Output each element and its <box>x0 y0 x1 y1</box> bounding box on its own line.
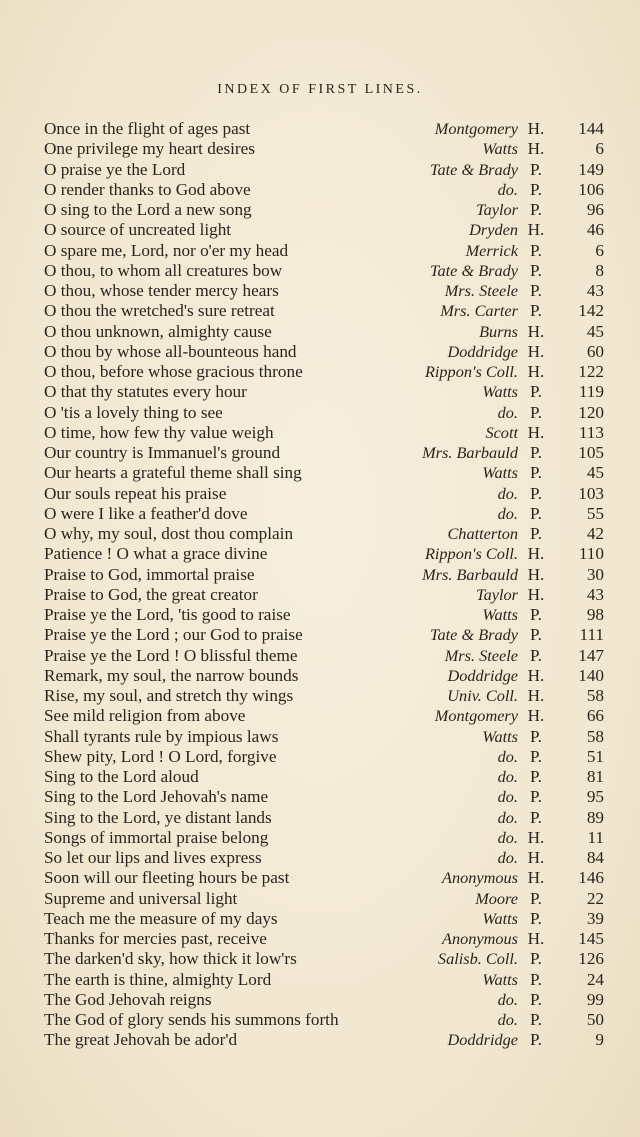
first-line: Sing to the Lord aloud <box>44 767 199 786</box>
page-number: 6 <box>595 240 604 260</box>
first-line: O spare me, Lord, nor o'er my head <box>44 240 289 260</box>
author-name: Montgomery <box>434 706 518 726</box>
first-line: Praise to God, the great creator <box>44 584 258 604</box>
page-title: INDEX OF FIRST LINES. <box>217 82 423 97</box>
index-list <box>44 119 604 1051</box>
page-number: 8 <box>595 260 604 280</box>
collection-type: P. <box>530 807 542 827</box>
author-name: do. <box>497 767 518 786</box>
index-entry <box>44 808 604 828</box>
index-entry <box>44 1030 604 1050</box>
index-entry <box>44 342 604 362</box>
page-number: 50 <box>586 1010 604 1029</box>
collection-type: P. <box>530 605 542 624</box>
author-name: Chatterton <box>447 524 518 543</box>
collection-type: H. <box>527 220 545 240</box>
first-line: O that thy statutes every hour <box>44 382 247 402</box>
first-line: Songs of immortal praise belong <box>44 827 269 847</box>
first-line: O thou, whose tender mercy hears <box>44 281 279 300</box>
index-entry <box>44 828 604 848</box>
author-name: do. <box>497 848 518 867</box>
collection-type: P. <box>530 200 542 219</box>
index-entry <box>44 119 604 139</box>
author-name: Mrs. Steele <box>444 645 518 665</box>
author-name: do. <box>497 827 518 847</box>
author-name: Watts <box>482 139 518 159</box>
first-line: Thanks for mercies past, receive <box>44 929 267 948</box>
collection-type: P. <box>530 645 542 665</box>
index-entry <box>44 585 604 605</box>
page-number: 30 <box>586 564 604 584</box>
first-line: O sing to the Lord a new song <box>44 200 252 219</box>
author-name: Watts <box>482 969 518 989</box>
author-name: Scott <box>485 422 518 442</box>
page-number: 24 <box>586 969 604 989</box>
index-entry <box>44 544 604 564</box>
page-number: 58 <box>586 686 604 705</box>
collection-type: H. <box>527 868 545 888</box>
collection-type: H. <box>527 848 545 867</box>
collection-type: P. <box>530 767 542 786</box>
index-entry <box>44 990 604 1010</box>
page-number: 43 <box>586 584 604 604</box>
author-name: Mrs. Steele <box>444 281 518 300</box>
page-number: 145 <box>578 929 604 948</box>
author-name: Doddridge <box>447 1030 518 1050</box>
author-name: Rippon's Coll. <box>424 544 518 564</box>
collection-type: H. <box>527 321 545 341</box>
index-entry <box>44 1010 604 1030</box>
page-number: 113 <box>578 422 604 442</box>
first-line: O thou by whose all-bounteous hand <box>44 341 297 361</box>
author-name: Dryden <box>469 220 518 240</box>
author-name: Montgomery <box>434 119 518 138</box>
first-line: So let our lips and lives express <box>44 848 262 867</box>
page-number: 42 <box>586 524 604 543</box>
author-name: do. <box>497 746 518 766</box>
first-line: O praise ye the Lord <box>44 159 186 179</box>
author-name: Watts <box>482 605 518 624</box>
page-number: 51 <box>586 746 604 766</box>
collection-type: P. <box>530 179 542 199</box>
index-entry <box>44 747 604 767</box>
index-entry <box>44 180 604 200</box>
first-line: Praise ye the Lord ; our God to praise <box>44 625 303 645</box>
page-number: 45 <box>586 321 604 341</box>
index-entry <box>44 929 604 949</box>
first-line: O render thanks to God above <box>44 179 251 199</box>
collection-type: H. <box>527 422 545 442</box>
first-line: Praise ye the Lord, 'tis good to raise <box>44 605 291 624</box>
page-number: 55 <box>586 503 604 523</box>
index-entry <box>44 625 604 645</box>
first-line: Our hearts a grateful theme shall sing <box>44 463 302 483</box>
index-entry <box>44 443 604 463</box>
author-name: Doddridge <box>447 665 518 685</box>
collection-type: H. <box>527 362 545 381</box>
page-number: 126 <box>578 949 604 969</box>
first-line: The darken'd sky, how thick it low'rs <box>44 949 297 969</box>
first-line: Praise to God, immortal praise <box>44 564 255 584</box>
page-number: 147 <box>578 645 604 665</box>
collection-type: H. <box>527 929 545 948</box>
first-line: Once in the flight of ages past <box>44 119 251 138</box>
first-line: O thou the wretched's sure retreat <box>44 301 275 321</box>
page-number: 89 <box>586 807 604 827</box>
collection-type: P. <box>530 382 542 402</box>
collection-type: H. <box>527 584 545 604</box>
collection-type: P. <box>530 260 542 280</box>
author-name: Salisb. Coll. <box>437 949 518 969</box>
collection-type: H. <box>527 119 545 138</box>
index-entry <box>44 200 604 220</box>
author-name: Anonymous <box>442 929 518 948</box>
first-line: The God Jehovah reigns <box>44 989 212 1009</box>
collection-type: P. <box>530 463 542 483</box>
index-entry <box>44 889 604 909</box>
first-line: Sing to the Lord, ye distant lands <box>44 807 272 827</box>
collection-type: P. <box>530 240 542 260</box>
index-entry <box>44 139 604 159</box>
author-name: Taylor <box>476 584 518 604</box>
collection-type: P. <box>530 908 542 928</box>
author-name: do. <box>497 807 518 827</box>
first-line: O were I like a feather'd dove <box>44 503 248 523</box>
page-number: 6 <box>595 139 604 159</box>
first-line: Praise ye the Lord ! O blissful theme <box>44 645 298 665</box>
page-number: 81 <box>586 767 604 786</box>
index-entry <box>44 686 604 706</box>
collection-type: P. <box>530 1030 542 1050</box>
index-entry <box>44 220 604 240</box>
collection-type: P. <box>530 787 542 807</box>
page-number: 140 <box>578 665 604 685</box>
collection-type: P. <box>530 281 542 300</box>
collection-type: P. <box>530 969 542 989</box>
page-number: 60 <box>586 341 604 361</box>
index-entry <box>44 463 604 483</box>
first-line: The great Jehovah be ador'd <box>44 1030 238 1050</box>
index-entry <box>44 909 604 929</box>
index-entry <box>44 949 604 969</box>
first-line: One privilege my heart desires <box>44 139 255 159</box>
first-line: O thou, before whose gracious throne <box>44 362 303 381</box>
collection-type: P. <box>530 443 542 462</box>
collection-type: H. <box>527 665 545 685</box>
index-entry <box>44 787 604 807</box>
collection-type: H. <box>527 686 545 705</box>
author-name: do. <box>497 483 518 503</box>
page-number: 146 <box>578 868 604 888</box>
first-line: Supreme and universal light <box>44 888 238 908</box>
first-line: O 'tis a lovely thing to see <box>44 402 223 422</box>
index-entry <box>44 970 604 990</box>
first-line: See mild religion from above <box>44 706 246 726</box>
index-entry <box>44 301 604 321</box>
index-entry <box>44 565 604 585</box>
page-number: 58 <box>586 726 604 746</box>
author-name: Mrs. Barbauld <box>422 443 518 462</box>
page-number: 9 <box>595 1030 604 1050</box>
first-line: Soon will our fleeting hours be past <box>44 868 290 888</box>
collection-type: P. <box>530 483 542 503</box>
page-number: 99 <box>586 989 604 1009</box>
author-name: Watts <box>482 382 518 402</box>
collection-type: H. <box>527 341 545 361</box>
author-name: Watts <box>482 463 518 483</box>
first-line: O thou, to whom all creatures bow <box>44 260 283 280</box>
author-name: do. <box>497 503 518 523</box>
page-number: 11 <box>587 827 604 847</box>
page-number: 22 <box>586 888 604 908</box>
index-entry <box>44 848 604 868</box>
collection-type: P. <box>530 524 542 543</box>
first-line: Teach me the measure of my days <box>44 908 278 928</box>
author-name: Univ. Coll. <box>447 686 518 705</box>
author-name: do. <box>497 1010 518 1029</box>
page-number: 142 <box>578 301 604 321</box>
page-number: 105 <box>578 443 604 462</box>
page-number: 122 <box>578 362 604 381</box>
index-entry <box>44 403 604 423</box>
index-entry <box>44 524 604 544</box>
author-name: Tate & Brady <box>429 159 518 179</box>
author-name: Tate & Brady <box>429 260 518 280</box>
page-number: 111 <box>579 625 604 645</box>
index-entry <box>44 382 604 402</box>
collection-type: P. <box>530 888 542 908</box>
collection-type: H. <box>527 544 545 564</box>
index-entry <box>44 727 604 747</box>
page-number: 144 <box>578 119 604 138</box>
author-name: Moore <box>475 888 518 908</box>
first-line: O source of uncreated light <box>44 220 232 240</box>
author-name: Burns <box>479 321 518 341</box>
first-line: The earth is thine, almighty Lord <box>44 969 272 989</box>
page-number: 45 <box>586 463 604 483</box>
author-name: do. <box>497 402 518 422</box>
first-line: The God of glory sends his summons forth <box>44 1010 339 1029</box>
collection-type: P. <box>530 1010 542 1029</box>
index-entry <box>44 706 604 726</box>
index-entry <box>44 666 604 686</box>
page-number: 46 <box>586 220 604 240</box>
author-name: Tate & Brady <box>429 625 518 645</box>
index-entry <box>44 362 604 382</box>
page-number: 84 <box>586 848 604 867</box>
collection-type: P. <box>530 625 542 645</box>
index-entry <box>44 423 604 443</box>
first-line: Rise, my soul, and stretch thy wings <box>44 686 294 705</box>
page-number: 120 <box>578 402 604 422</box>
collection-type: H. <box>527 564 545 584</box>
index-entry <box>44 241 604 261</box>
author-name: Watts <box>482 908 518 928</box>
author-name: Mrs. Barbauld <box>422 564 518 584</box>
collection-type: P. <box>530 402 542 422</box>
author-name: Mrs. Carter <box>440 301 518 321</box>
page-number: 103 <box>578 483 604 503</box>
index-entry <box>44 322 604 342</box>
author-name: Merrick <box>465 240 518 260</box>
first-line: Sing to the Lord Jehovah's name <box>44 787 269 807</box>
index-entry <box>44 868 604 888</box>
collection-type: P. <box>530 503 542 523</box>
index-entry <box>44 261 604 281</box>
first-line: Patience ! O what a grace divine <box>44 544 268 564</box>
author-name: do. <box>497 989 518 1009</box>
author-name: do. <box>497 787 518 807</box>
page-number: 43 <box>586 281 604 300</box>
first-line: Our country is Immanuel's ground <box>44 443 281 462</box>
index-entry <box>44 160 604 180</box>
page-number: 39 <box>586 908 604 928</box>
author-name: do. <box>497 179 518 199</box>
page-number: 98 <box>586 605 604 624</box>
page-number: 119 <box>578 382 604 402</box>
collection-type: P. <box>530 726 542 746</box>
collection-type: H. <box>527 827 545 847</box>
collection-type: P. <box>530 949 542 969</box>
first-line: Our souls repeat his praise <box>44 483 227 503</box>
collection-type: P. <box>530 301 542 321</box>
collection-type: H. <box>527 706 545 726</box>
page-number: 110 <box>578 544 604 564</box>
first-line: Shew pity, Lord ! O Lord, forgive <box>44 746 277 766</box>
index-entry <box>44 605 604 625</box>
index-entry <box>44 484 604 504</box>
author-name: Doddridge <box>447 341 518 361</box>
first-line: O thou unknown, almighty cause <box>44 321 272 341</box>
first-line: Remark, my soul, the narrow bounds <box>44 665 299 685</box>
author-name: Taylor <box>476 200 518 219</box>
first-line: O time, how few thy value weigh <box>44 422 274 442</box>
index-entry <box>44 504 604 524</box>
index-entry <box>44 767 604 787</box>
index-entry <box>44 281 604 301</box>
first-line: Shall tyrants rule by impious laws <box>44 726 279 746</box>
collection-type: P. <box>530 746 542 766</box>
page-number: 96 <box>586 200 604 219</box>
author-name: Rippon's Coll. <box>424 362 518 381</box>
author-name: Watts <box>482 726 518 746</box>
first-line: O why, my soul, dost thou complain <box>44 524 294 543</box>
author-name: Anonymous <box>442 868 518 888</box>
index-entry <box>44 646 604 666</box>
collection-type: P. <box>530 159 542 179</box>
collection-type: H. <box>527 139 545 159</box>
page-number: 106 <box>578 179 604 199</box>
page-number: 66 <box>586 706 604 726</box>
collection-type: P. <box>530 989 542 1009</box>
page-number: 149 <box>578 159 604 179</box>
page-number: 95 <box>586 787 604 807</box>
